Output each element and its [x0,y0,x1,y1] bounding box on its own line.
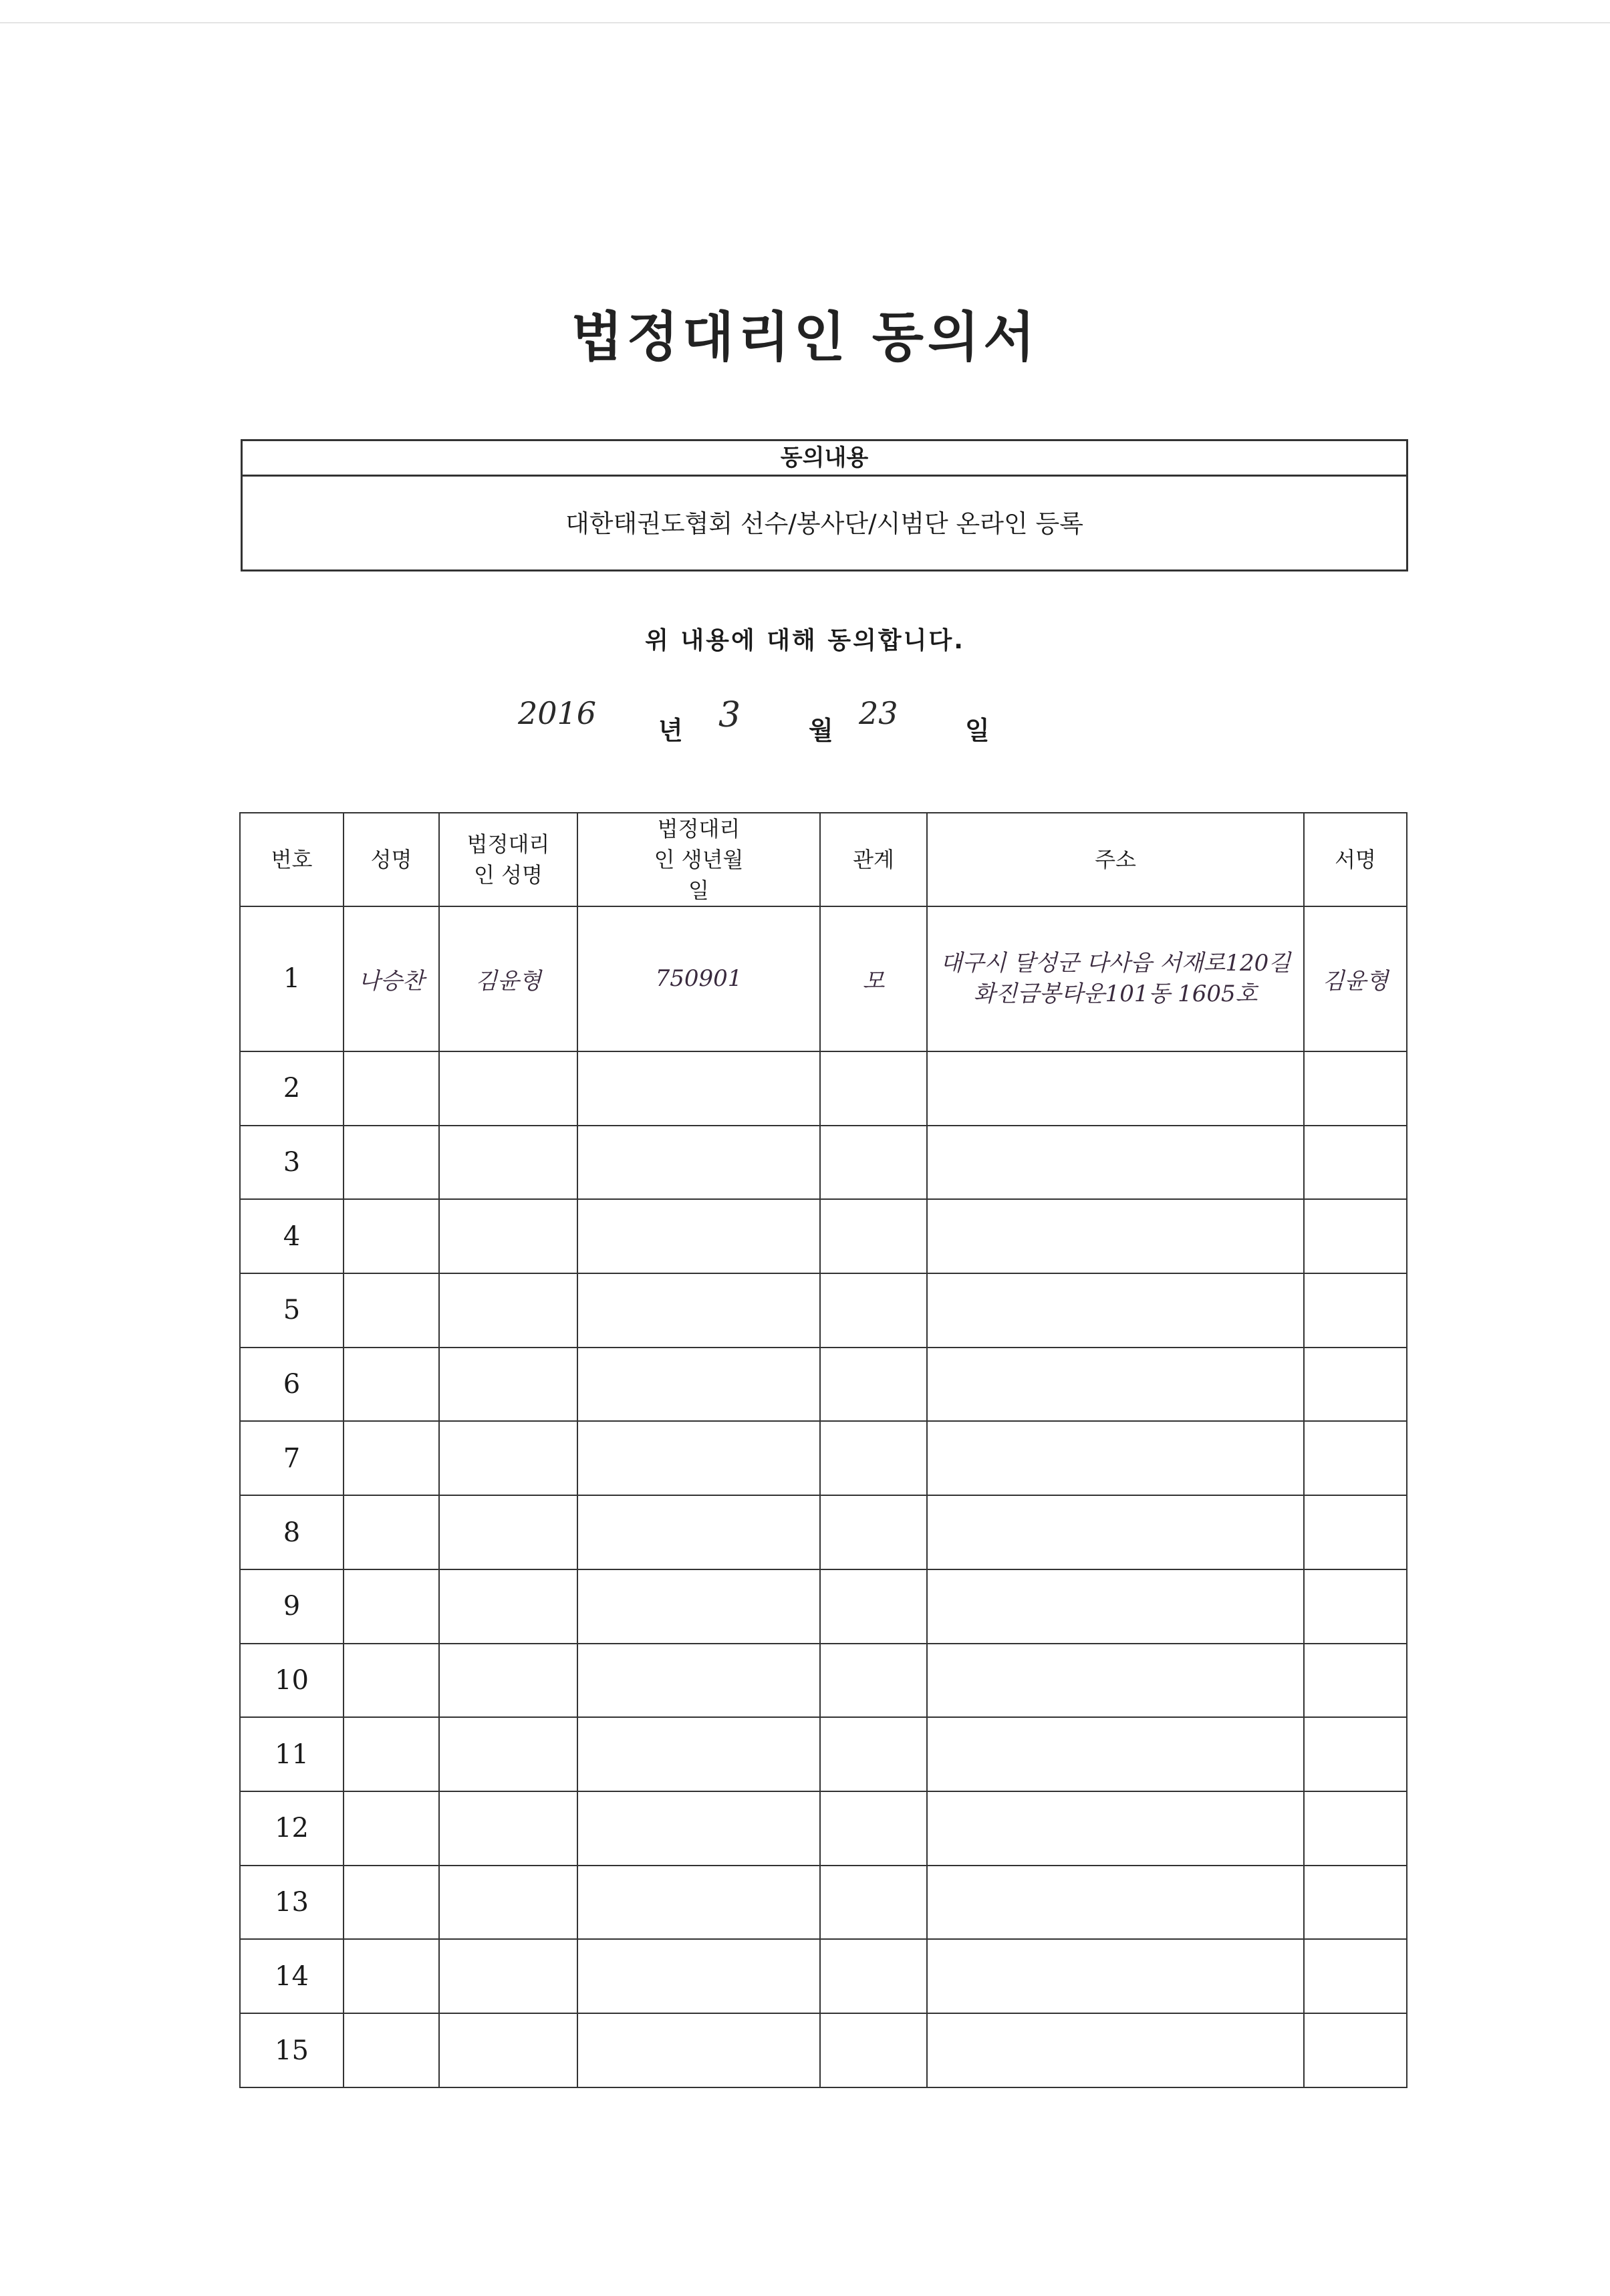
cell-no: 4 [240,1199,344,1273]
cell-relation: 모 [820,906,927,1051]
cell-rep-birth: 750901 [577,906,820,1051]
cell-relation [820,2013,927,2087]
cell-signature [1304,1348,1407,1422]
cell-rep-name [439,1051,577,1126]
cell-rep-birth [577,1126,820,1200]
cell-signature [1304,1644,1407,1718]
cell-rep-name [439,1866,577,1940]
cell-rep-birth [577,1348,820,1422]
cell-rep-name [439,1717,577,1791]
cell-rep-birth [577,1866,820,1940]
cell-relation [820,1569,927,1644]
cell-rep-birth [577,1051,820,1126]
header-no: 번호 [240,813,344,906]
header-address: 주소 [927,813,1304,906]
cell-address [927,1199,1304,1273]
table-row [240,2013,1407,2087]
cell-rep-birth [577,1199,820,1273]
cell-rep-name [439,1199,577,1273]
cell-address [927,1644,1304,1718]
cell-relation [820,1495,927,1569]
cell-relation [820,1348,927,1422]
consent-content: 대한태권도협회 선수/봉사단/시범단 온라인 등록 [565,509,1084,538]
cell-address [927,1348,1304,1422]
cell-rep-name [439,1644,577,1718]
cell-signature [1304,1569,1407,1644]
table-row [240,1717,1407,1791]
cell-rep-name [439,1939,577,2013]
cell-rep-name [439,1791,577,1866]
cell-no: 11 [240,1717,344,1791]
cell-address [927,1126,1304,1200]
cell-name [344,1348,439,1422]
cell-signature [1304,1051,1407,1126]
cell-rep-birth [577,1939,820,2013]
date-day-label: 일 [965,716,990,745]
cell-signature [1304,1495,1407,1569]
cell-rep-birth [577,1791,820,1866]
date-month-label: 월 [809,716,833,745]
cell-address [927,1051,1304,1126]
cell-rep-birth [577,1421,820,1495]
cell-address [927,1791,1304,1866]
cell-rep-name [439,1569,577,1644]
cell-no: 7 [240,1421,344,1495]
cell-name [344,1273,439,1348]
cell-rep-name [439,1348,577,1422]
cell-signature [1304,1126,1407,1200]
cell-signature [1304,1717,1407,1791]
cell-relation [820,1126,927,1200]
table-row [240,1348,1407,1422]
cell-address [927,1421,1304,1495]
table-row [240,1569,1407,1644]
table-row [240,1866,1407,1940]
cell-address [927,1495,1304,1569]
cell-signature [1304,1791,1407,1866]
table-row [240,1126,1407,1200]
table-row [240,1495,1407,1569]
cell-signature [1304,1273,1407,1348]
cell-relation [820,1717,927,1791]
header-relation: 관계 [820,813,927,906]
consent-box [241,439,1408,571]
cell-name [344,1051,439,1126]
table-row [240,1939,1407,2013]
cell-name [344,1495,439,1569]
cell-no: 5 [240,1273,344,1348]
cell-no: 9 [240,1569,344,1644]
cell-no: 13 [240,1866,344,1940]
header-rep-birth: 법정대리인 생년월일 [577,813,820,906]
scan-edge-line [0,22,1610,23]
cell-address [927,1939,1304,2013]
cell-name [344,1126,439,1200]
cell-no: 15 [240,2013,344,2087]
cell-rep-name [439,1126,577,1200]
cell-rep-name [439,1273,577,1348]
cell-relation [820,1273,927,1348]
cell-relation [820,1644,927,1718]
cell-name [344,2013,439,2087]
cell-signature [1304,1199,1407,1273]
cell-no: 3 [240,1126,344,1200]
cell-relation [820,1866,927,1940]
cell-signature [1304,1421,1407,1495]
cell-signature [1304,1939,1407,2013]
cell-address [927,1273,1304,1348]
cell-signature [1304,2013,1407,2087]
cell-name [344,1199,439,1273]
cell-signature: 김윤형 [1304,906,1407,1051]
cell-no: 2 [240,1051,344,1126]
cell-relation [820,1791,927,1866]
cell-rep-birth [577,1273,820,1348]
agree-statement: 위 내용에 대해 동의합니다. [645,627,965,654]
header-name: 성명 [344,813,439,906]
cell-rep-birth [577,1495,820,1569]
cell-no: 10 [240,1644,344,1718]
cell-name [344,1569,439,1644]
table-row [240,906,1407,1051]
table-row [240,1791,1407,1866]
cell-rep-name [439,1495,577,1569]
document-title: 법정대리인 동의서 [571,306,1039,368]
cell-no: 14 [240,1939,344,2013]
date-year-label: 년 [658,716,683,745]
cell-name [344,1939,439,2013]
cell-rep-name: 김윤형 [439,906,577,1051]
cell-no: 8 [240,1495,344,1569]
cell-name [344,1866,439,1940]
cell-relation [820,1051,927,1126]
table-row [240,1421,1407,1495]
cell-address [927,1717,1304,1791]
cell-address: 대구시 달성군 다사읍 서재로120길 화진금봉타운101동 1605호 [927,906,1304,1051]
cell-no: 6 [240,1348,344,1422]
table-row [240,1644,1407,1718]
table-header-row [240,813,1407,906]
date-month: 3 [718,695,741,735]
date-year: 2016 [518,695,597,731]
cell-rep-birth [577,2013,820,2087]
cell-rep-birth [577,1644,820,1718]
cell-signature [1304,1866,1407,1940]
cell-address [927,1569,1304,1644]
table-row [240,1199,1407,1273]
cell-no: 12 [240,1791,344,1866]
date-day: 23 [859,695,898,731]
table-row [240,1051,1407,1126]
cell-address [927,1866,1304,1940]
representative-table [239,812,1407,2088]
cell-rep-name [439,1421,577,1495]
header-signature: 서명 [1304,813,1407,906]
cell-name [344,1791,439,1866]
cell-relation [820,1421,927,1495]
cell-rep-birth [577,1717,820,1791]
cell-name [344,1421,439,1495]
cell-rep-name [439,2013,577,2087]
header-rep-name: 법정대리인 성명 [439,813,577,906]
cell-name: 나승찬 [344,906,439,1051]
cell-no: 1 [240,906,344,1051]
cell-address [927,2013,1304,2087]
cell-name [344,1717,439,1791]
cell-name [344,1644,439,1718]
cell-rep-birth [577,1569,820,1644]
consent-header: 동의내용 [243,441,1406,477]
cell-relation [820,1199,927,1273]
table-row [240,1273,1407,1348]
cell-relation [820,1939,927,2013]
